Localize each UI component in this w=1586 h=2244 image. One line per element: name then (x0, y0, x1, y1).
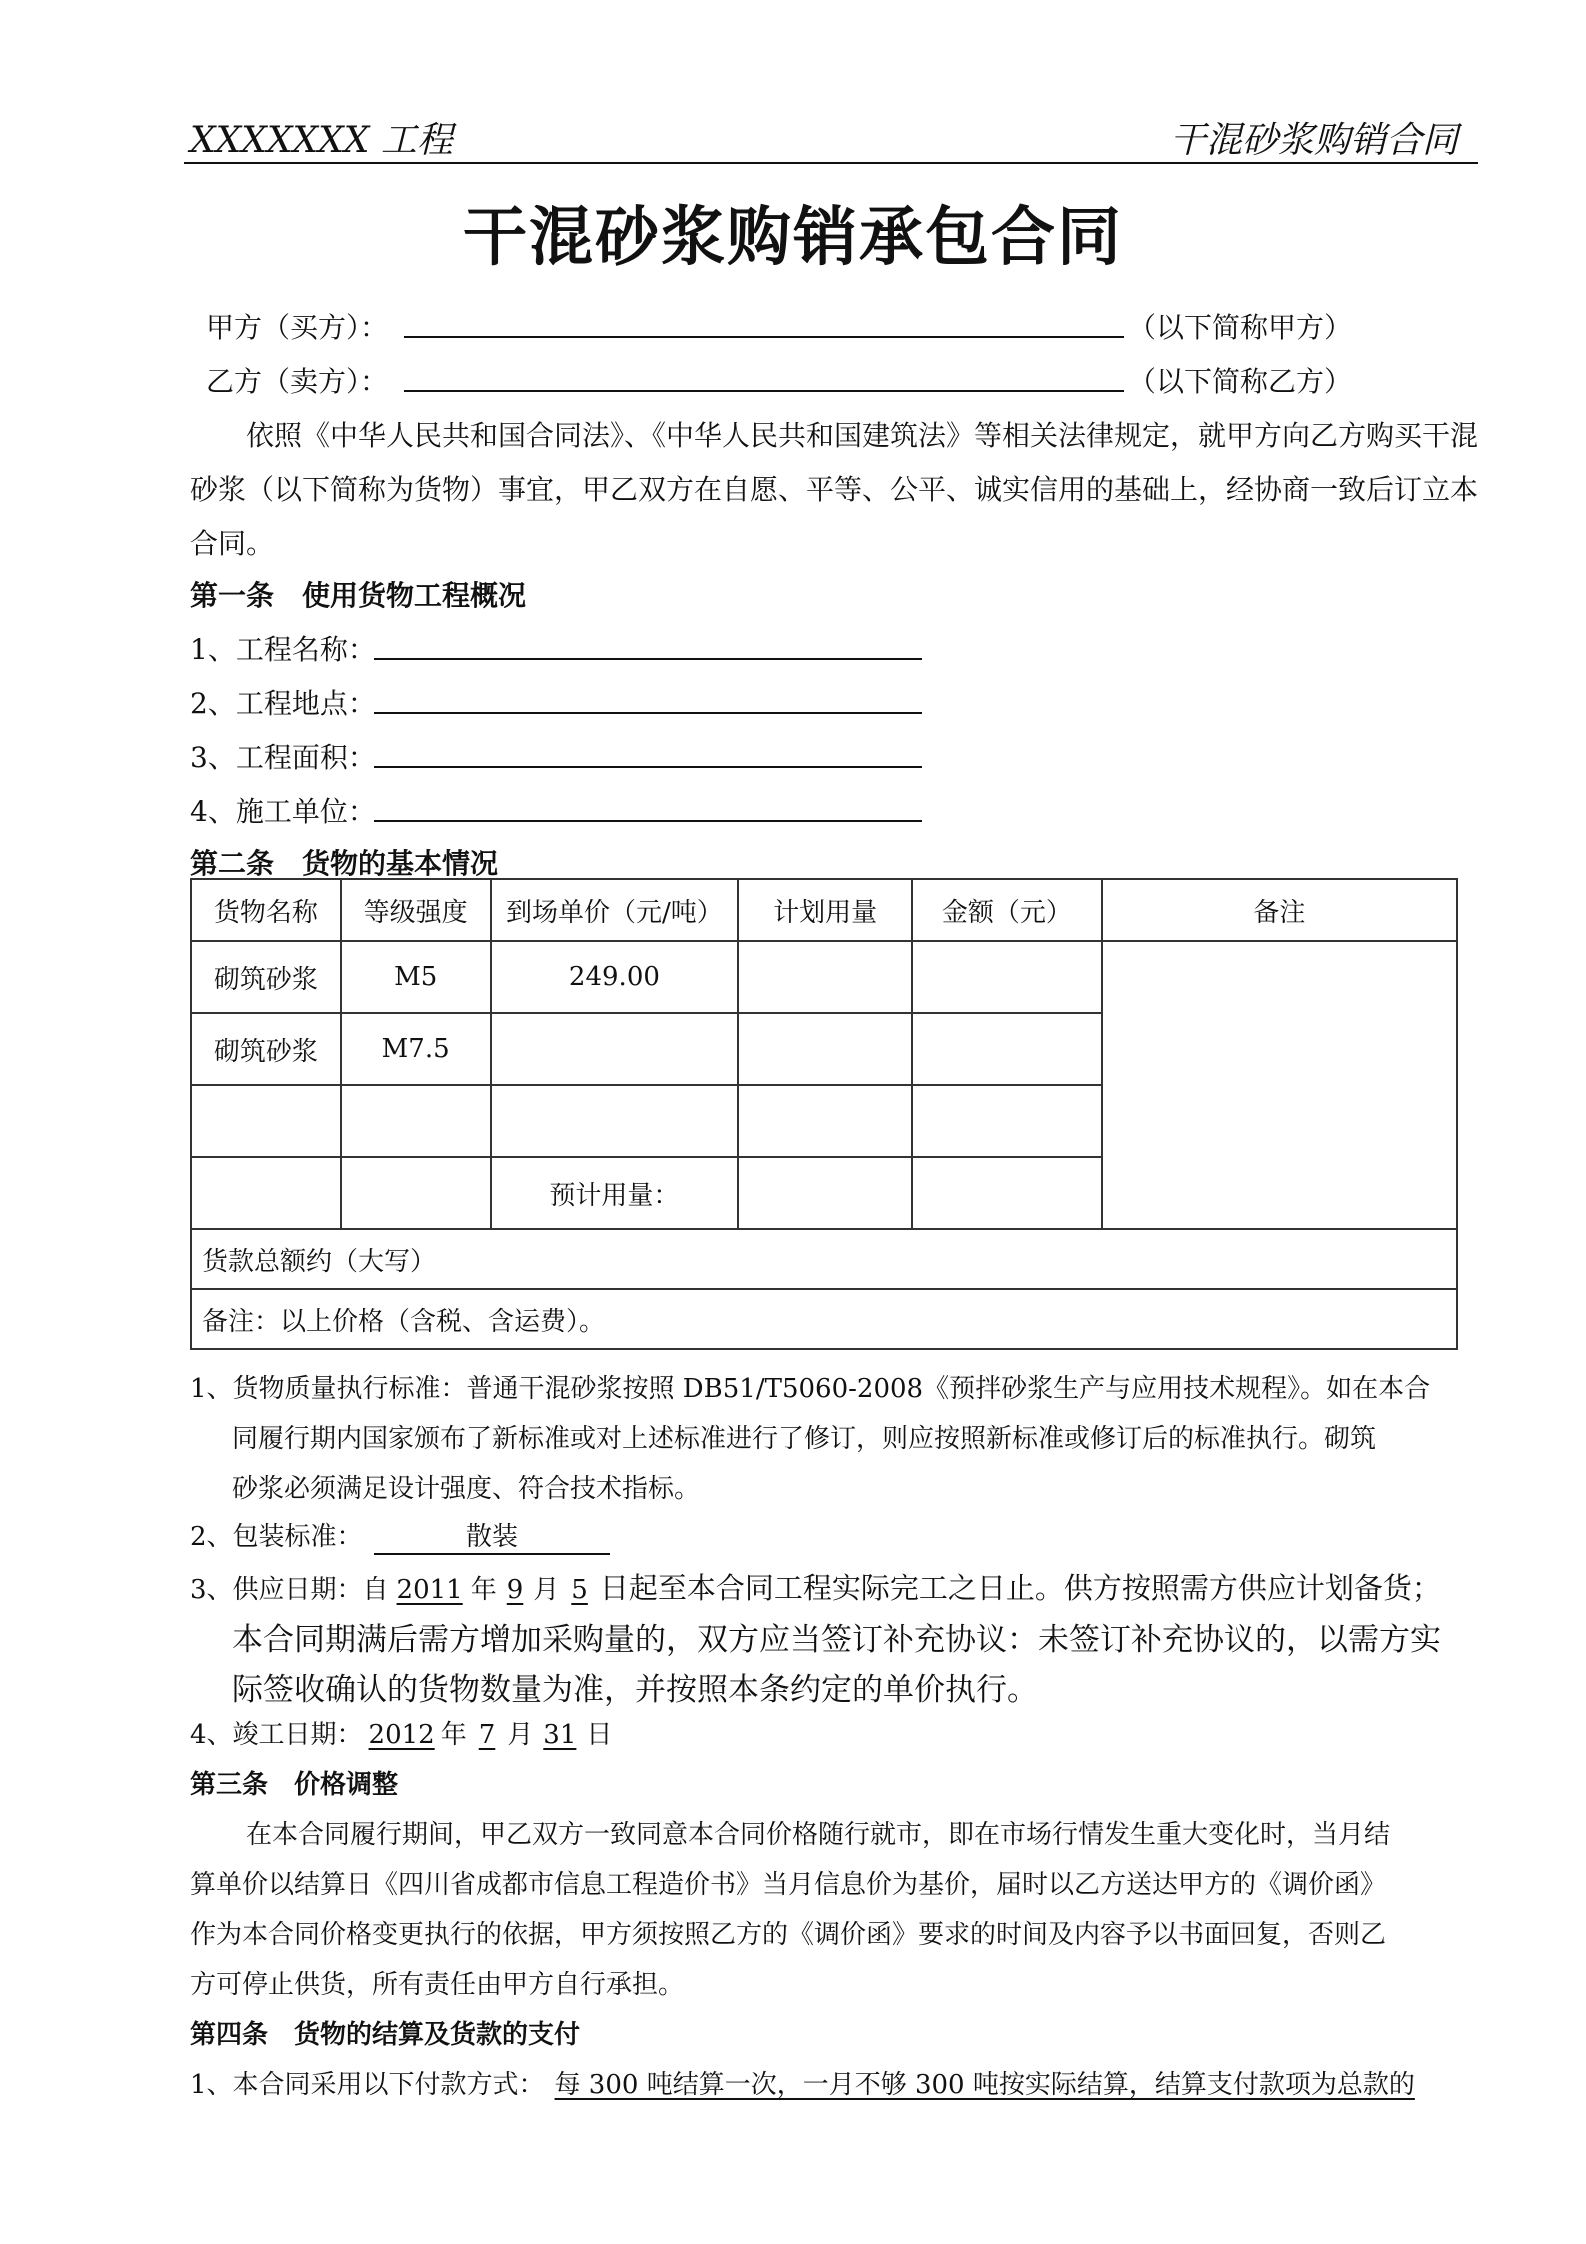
cell-goods-name[interactable] (191, 1085, 341, 1157)
packing-field[interactable] (374, 1516, 610, 1555)
table-row (191, 941, 1457, 1013)
completion-year[interactable]: 2012 (368, 1720, 435, 1750)
article-1-heading: 第一条 使用货物工程概况 (190, 579, 527, 612)
cell-unit-price[interactable] (491, 1085, 739, 1157)
cell-planned-qty[interactable] (738, 1085, 912, 1157)
cell-goods-name: 砌筑砂浆 (191, 941, 341, 1013)
supply-year-unit: 年 (470, 1575, 497, 1605)
party-b-field[interactable] (404, 390, 1124, 392)
project-name-field[interactable] (374, 658, 922, 660)
cell-unit-price[interactable] (491, 1013, 739, 1085)
project-area-field[interactable] (374, 766, 922, 768)
intro-line-1: 依照《中华人民共和国合同法》、《中华人民共和国建筑法》等相关法律规定，就甲方向乙方购买干混 (246, 419, 1479, 452)
supply-date-line-3: 际签收确认的货物数量为准，并按照本条约定的单价执行。 (232, 1672, 1038, 1708)
supply-year[interactable]: 2011 (396, 1575, 463, 1605)
article-3-line-4: 方可停止供货，所有责任由甲方自行承担。 (190, 1970, 685, 2000)
supply-date-line-2: 本合同期满后需方增加采购量的，双方应当签订补充协议：未签订补充协议的，以需方实 (232, 1622, 1441, 1658)
cell-grade[interactable] (341, 1085, 491, 1157)
article-3-line-1: 在本合同履行期间，甲乙双方一致同意本合同价格随行就市，即在市场行情发生重大变化时，当月结 (246, 1820, 1391, 1850)
party-a-field[interactable] (404, 336, 1124, 338)
header-planned-qty: 计划用量 (738, 879, 912, 941)
payment-method-label: 1、本合同采用以下付款方式： (190, 2070, 545, 2100)
goods-table (190, 878, 1458, 1350)
header-remarks: 备注 (1102, 879, 1457, 941)
header-project-name: XXXXXXX 工程 (190, 120, 453, 161)
party-b-note: （以下简称乙方） (1128, 365, 1353, 398)
article-3-line-2: 算单价以结算日《四川省成都市信息工程造价书》当月信息价为基价，届时以乙方送达甲方的《调价函》 (190, 1870, 1387, 1900)
article-3-line-3: 作为本合同价格变更执行的依据，甲方须按照乙方的《调价函》要求的时间及内容予以书面回复，否则乙 (190, 1920, 1387, 1950)
contractor-label: 4、施工单位： (190, 795, 376, 828)
header-unit-price: 到场单价（元/吨） (491, 879, 739, 941)
cell-planned-qty[interactable] (738, 1157, 912, 1229)
article-2-heading: 第二条 货物的基本情况 (190, 847, 499, 880)
article-4-heading: 第四条 货物的结算及货款的支付 (190, 2020, 581, 2050)
completion-prefix: 4、竣工日期： (190, 1720, 363, 1750)
article-3-heading: 第三条 价格调整 (190, 1770, 399, 1800)
cell-remarks[interactable] (1102, 941, 1457, 1229)
cell-goods-name: 砌筑砂浆 (191, 1013, 341, 1085)
party-b-label: 乙方（卖方）： (206, 365, 389, 398)
supply-prefix: 3、供应日期：自 (190, 1575, 389, 1605)
supply-month-unit: 月 (533, 1575, 560, 1605)
completion-day-unit: 日 (586, 1720, 613, 1750)
table-total-row (191, 1229, 1457, 1289)
completion-year-unit: 年 (440, 1720, 467, 1750)
supply-suffix: 日起至本合同工程实际完工之日止。供方按照需方供应计划备货； (599, 1571, 1441, 1605)
cell-grade[interactable] (341, 1157, 491, 1229)
header-document-name: 干混砂浆购销合同 (1169, 120, 1458, 161)
cell-estimated-qty-label: 预计用量： (491, 1157, 739, 1229)
payment-method-line (190, 2064, 1415, 2101)
header-grade: 等级强度 (341, 879, 491, 941)
contractor-field[interactable] (374, 820, 922, 822)
price-remark: 备注：以上价格（含税、含运费）。 (191, 1289, 1457, 1349)
cell-amount[interactable] (912, 1157, 1102, 1229)
total-amount-label: 货款总额约（大写） (191, 1229, 1457, 1289)
project-location-label: 2、工程地点： (190, 687, 376, 720)
cell-unit-price: 249.00 (491, 941, 739, 1013)
quality-line-2: 同履行期内国家颁布了新标准或对上述标准进行了修订，则应按照新标准或修订后的标准执行。砌筑 (232, 1424, 1377, 1454)
cell-amount[interactable] (912, 1085, 1102, 1157)
document-title: 干混砂浆购销承包合同 (463, 200, 1123, 275)
cell-planned-qty[interactable] (738, 1013, 912, 1085)
intro-line-2: 砂浆（以下简称为货物）事宜，甲乙双方在自愿、平等、公平、诚实信用的基础上，经协商一致后订立本 (190, 473, 1479, 506)
project-location-field[interactable] (374, 712, 922, 714)
header-goods-name: 货物名称 (191, 879, 341, 941)
supply-date-line-1 (190, 1566, 1441, 1607)
cell-grade: M7.5 (341, 1013, 491, 1085)
project-name-label: 1、工程名称： (190, 633, 376, 666)
cell-amount[interactable] (912, 1013, 1102, 1085)
table-header-row (191, 879, 1457, 941)
party-a-note: （以下简称甲方） (1128, 311, 1353, 344)
project-area-label: 3、工程面积： (190, 741, 376, 774)
cell-amount[interactable] (912, 941, 1102, 1013)
completion-date-line (190, 1714, 612, 1751)
quality-line-3: 砂浆必须满足设计强度、符合技术指标。 (232, 1474, 701, 1504)
completion-month[interactable]: 7 (478, 1720, 496, 1750)
cell-goods-name[interactable] (191, 1157, 341, 1229)
payment-method-value[interactable]: 每 300 吨结算一次，一月不够 300 吨按实际结算，结算支付款项为总款的 (554, 2070, 1415, 2100)
quality-line-1: 1、货物质量执行标准：普通干混砂浆按照 DB51/T5060-2008《预拌砂浆生产与应用技术规程》。如在本合 (190, 1374, 1431, 1404)
supply-day[interactable]: 5 (571, 1575, 588, 1605)
supply-month[interactable]: 9 (506, 1575, 524, 1605)
header-amount: 金额（元） (912, 879, 1102, 941)
table-remark-row (191, 1289, 1457, 1349)
party-a-label: 甲方（买方）： (206, 311, 389, 344)
intro-line-3: 合同。 (190, 527, 275, 560)
header-rule (184, 162, 1478, 164)
packing-label: 2、包装标准： (190, 1522, 363, 1552)
cell-planned-qty[interactable] (738, 941, 912, 1013)
cell-grade: M5 (341, 941, 491, 1013)
completion-day[interactable]: 31 (543, 1720, 577, 1750)
completion-month-unit: 月 (507, 1720, 534, 1750)
packing-value: 散装 (374, 1516, 610, 1555)
